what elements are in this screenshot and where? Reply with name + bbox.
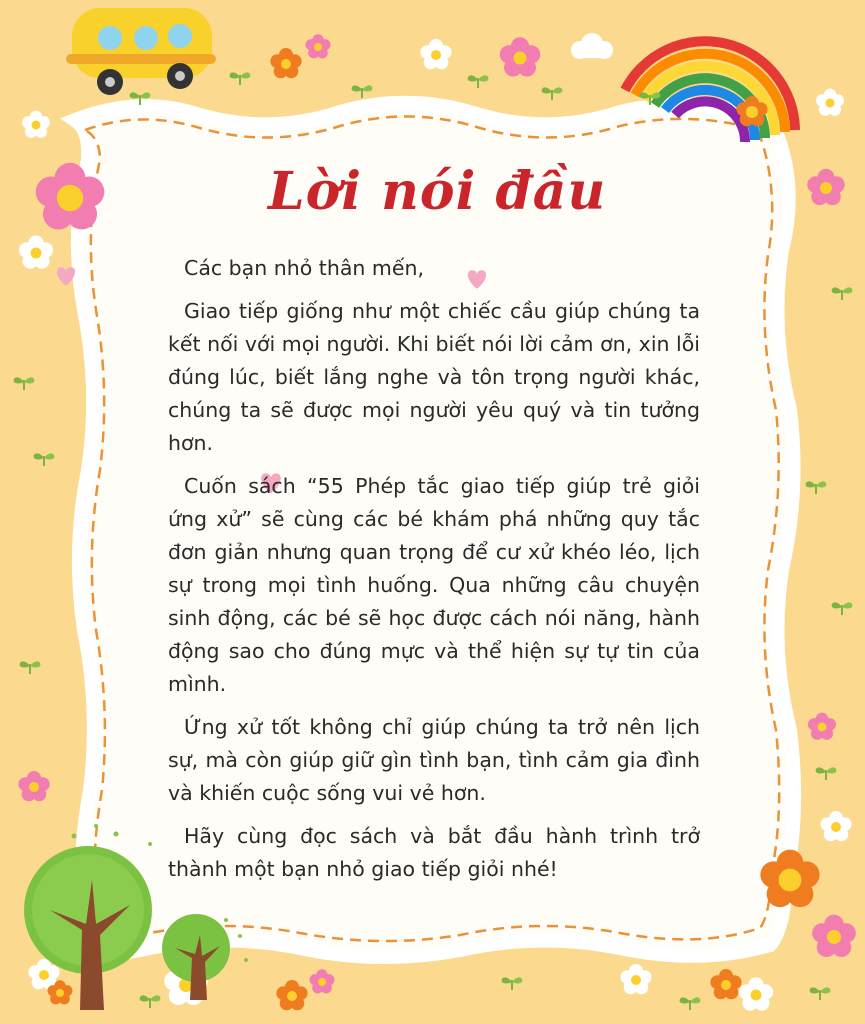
- flower-icon: [820, 811, 851, 841]
- sprout-icon: [816, 767, 837, 780]
- flower-icon: [22, 111, 50, 138]
- flower-icon: [739, 977, 773, 1010]
- flower-icon: [807, 169, 844, 205]
- preface-content: [168, 161, 700, 886]
- sprout-icon: [542, 87, 563, 100]
- flower-icon: [420, 39, 451, 69]
- flower-icon: [500, 37, 541, 76]
- sprout-icon: [680, 997, 701, 1010]
- flower-icon: [276, 980, 307, 1010]
- flower-icon: [620, 964, 651, 994]
- sprout-icon: [832, 602, 853, 615]
- sprout-icon: [810, 987, 831, 1000]
- sprout-icon: [14, 377, 35, 390]
- flower-icon: [306, 34, 331, 58]
- sprout-icon: [352, 85, 373, 98]
- paragraph: Giao tiếp giống như một chiếc cầu giúp chúng ta kết nối với mọi người. Khi biết nói lời cảm ơn, xin lỗi đúng lúc, biết lắng nghe và tôn trọng người khác, chúng ta sẽ được mọi người yêu quý và tin tưởng hơn.: [168, 299, 700, 455]
- flower-icon: [816, 89, 844, 116]
- flower-icon: [18, 771, 49, 801]
- paragraph: Cuốn sách “55 Phép tắc giao tiếp giúp trẻ giỏi ứng xử” sẽ cùng các bé khám phá những quy tắc đơn giản nhưng quan trọng để cư xử khéo léo, lịch sự trong mọi tình huống. Qua những câu chuyện sinh động, các bé sẽ học được cách nói năng, hành động sao cho đúng mực và thể hiện sự tự tin của mình.: [168, 474, 700, 696]
- sprout-icon: [832, 287, 853, 300]
- flower-icon: [310, 969, 335, 993]
- paragraph: Ứng xử tốt không chỉ giúp chúng ta trở nên lịch sự, mà còn giúp giữ gìn tình bạn, tình cảm gia đình và khiến cuộc sống vui vẻ hơn.: [168, 715, 700, 805]
- flower-icon: [812, 915, 856, 957]
- bus-icon: [66, 8, 216, 95]
- paragraph: Hãy cùng đọc sách và bắt đầu hành trình trở thành một bạn nhỏ giao tiếp giỏi nhé!: [168, 824, 700, 881]
- greeting: Các bạn nhỏ thân mến,: [184, 256, 424, 280]
- sprout-icon: [806, 481, 827, 494]
- sprout-icon: [140, 995, 161, 1008]
- sprout-icon: [468, 75, 489, 88]
- sprout-icon: [502, 977, 523, 990]
- flower-icon: [19, 235, 53, 268]
- sprout-icon: [230, 72, 251, 85]
- heart-icon: [57, 267, 75, 286]
- flower-icon: [710, 969, 741, 999]
- page-title: Lời nói đầu: [268, 161, 607, 222]
- flower-icon: [808, 713, 836, 740]
- sprout-icon: [34, 453, 55, 466]
- sprout-icon: [20, 661, 41, 674]
- flower-icon: [270, 48, 301, 78]
- cloud-icon: [571, 33, 613, 59]
